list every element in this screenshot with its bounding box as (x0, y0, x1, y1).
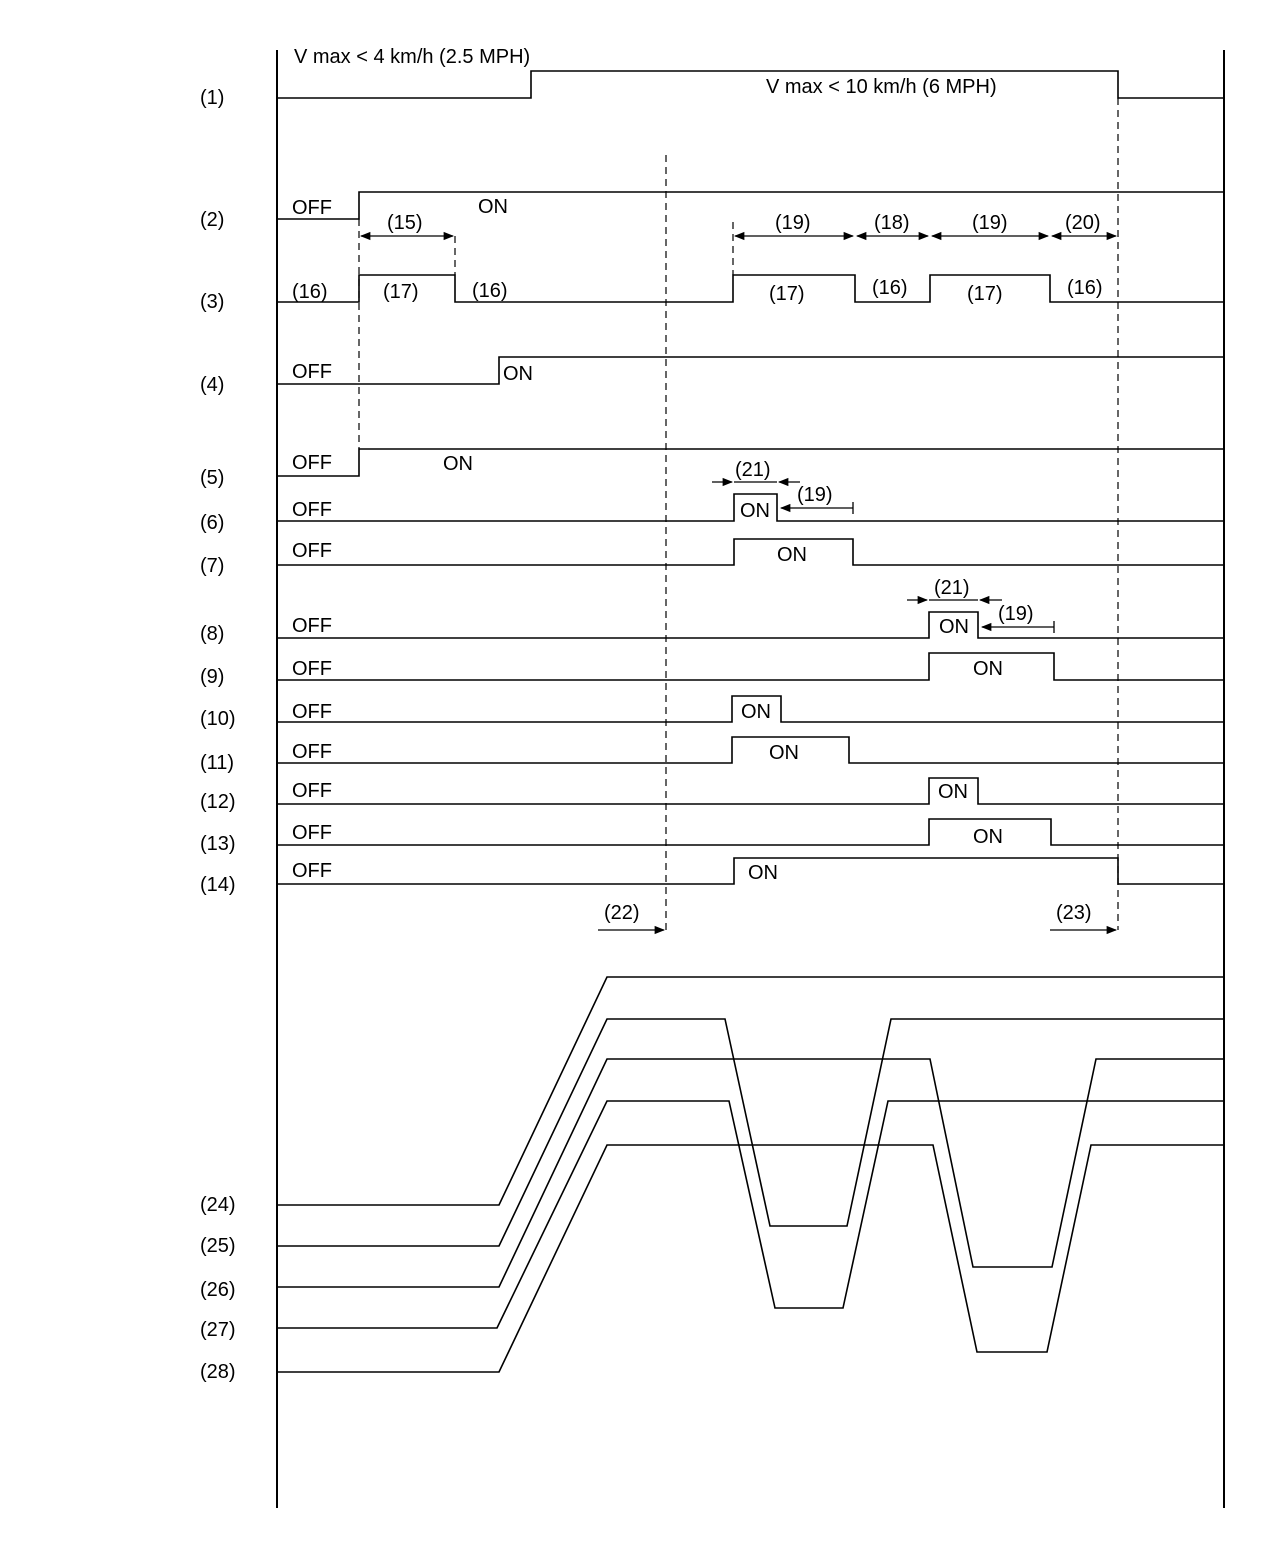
wave-8-off: OFF (292, 615, 332, 637)
wave-10-off: OFF (292, 701, 332, 723)
row-label-24: (24) (200, 1194, 236, 1216)
row-label-3: (3) (200, 291, 225, 313)
wave-5-on: ON (443, 453, 473, 475)
marker-23 (1050, 902, 1116, 930)
wave-11-off: OFF (292, 741, 332, 763)
wave-13-off: OFF (292, 822, 332, 844)
row-label-11: (11) (200, 752, 235, 774)
marker-23-label: (23) (1056, 902, 1092, 924)
row-label-27: (27) (200, 1319, 236, 1341)
row-label-8: (8) (200, 623, 225, 645)
speed-high-label: V max < 10 km/h (6 MPH) (766, 76, 997, 98)
row-label-4: (4) (200, 374, 225, 396)
wave-3-17a: (17) (383, 281, 419, 303)
wave-7-off: OFF (292, 540, 332, 562)
wave-4 (277, 357, 1224, 384)
trace-24 (277, 977, 1224, 1205)
wave-9-off: OFF (292, 658, 332, 680)
row-label-7: (7) (200, 555, 225, 577)
wave-6-annotations (712, 459, 853, 514)
wave-12-on: ON (938, 781, 968, 803)
row-label-10: (10) (200, 708, 236, 730)
wave-3-16d: (16) (1067, 277, 1103, 299)
wave-8-19: (19) (998, 603, 1034, 625)
wave-10-on: ON (741, 701, 771, 723)
marker-22 (598, 902, 664, 930)
trace-28 (277, 1145, 1224, 1372)
wave-11-on: ON (769, 742, 799, 764)
row-label-14: (14) (200, 874, 236, 896)
wave-1-speed-limit (277, 71, 1224, 98)
row-label-28: (28) (200, 1361, 236, 1383)
row-label-26: (26) (200, 1279, 236, 1301)
row-labels (200, 87, 236, 1383)
row-label-9: (9) (200, 666, 225, 688)
wave-13 (277, 819, 1224, 845)
wave-5-off: OFF (292, 452, 332, 474)
interval-19a: (19) (775, 212, 811, 234)
interval-20: (20) (1065, 212, 1101, 234)
wave-3-16c: (16) (872, 277, 908, 299)
speed-low-label: V max < 4 km/h (2.5 MPH) (294, 46, 531, 68)
row-label-1: (1) (200, 87, 225, 109)
wave-14-off: OFF (292, 860, 332, 882)
row-label-2: (2) (200, 209, 225, 231)
wave-9-on: ON (973, 658, 1003, 680)
interval-arrows-row3 (361, 212, 1116, 236)
wave-4-on: ON (503, 363, 533, 385)
row-label-6: (6) (200, 512, 225, 534)
wave-14-on: ON (748, 862, 778, 884)
wave-6-off: OFF (292, 499, 332, 521)
wave-8-on: ON (939, 616, 969, 638)
interval-19b: (19) (972, 212, 1008, 234)
interval-18: (18) (874, 212, 910, 234)
wave-8-21: (21) (934, 577, 970, 599)
analog-traces (277, 977, 1224, 1372)
row-label-5: (5) (200, 467, 225, 489)
trace-26 (277, 1059, 1224, 1287)
wave-6-21: (21) (735, 459, 771, 481)
row-label-12: (12) (200, 791, 236, 813)
wave-4-off: OFF (292, 361, 332, 383)
wave-3-16a: (16) (292, 281, 328, 303)
row-label-25: (25) (200, 1235, 236, 1257)
wave-12-off: OFF (292, 780, 332, 802)
wave-3-17b: (17) (769, 283, 805, 305)
wave-13-on: ON (973, 826, 1003, 848)
wave-8 (277, 612, 1224, 638)
interval-15: (15) (387, 212, 423, 234)
wave-3-16b: (16) (472, 280, 508, 302)
wave-11 (277, 737, 1224, 763)
wave-3-17c: (17) (967, 283, 1003, 305)
trace-25 (277, 1019, 1224, 1246)
marker-22-label: (22) (604, 902, 640, 924)
wave-7-on: ON (777, 544, 807, 566)
row-label-13: (13) (200, 833, 236, 855)
wave-9 (277, 653, 1224, 680)
wave-7 (277, 539, 1224, 565)
wave-2-off: OFF (292, 197, 332, 219)
wave-2-on: ON (478, 196, 508, 218)
wave-12 (277, 778, 1224, 804)
wave-6-on: ON (740, 500, 770, 522)
wave-6-19: (19) (797, 484, 833, 506)
